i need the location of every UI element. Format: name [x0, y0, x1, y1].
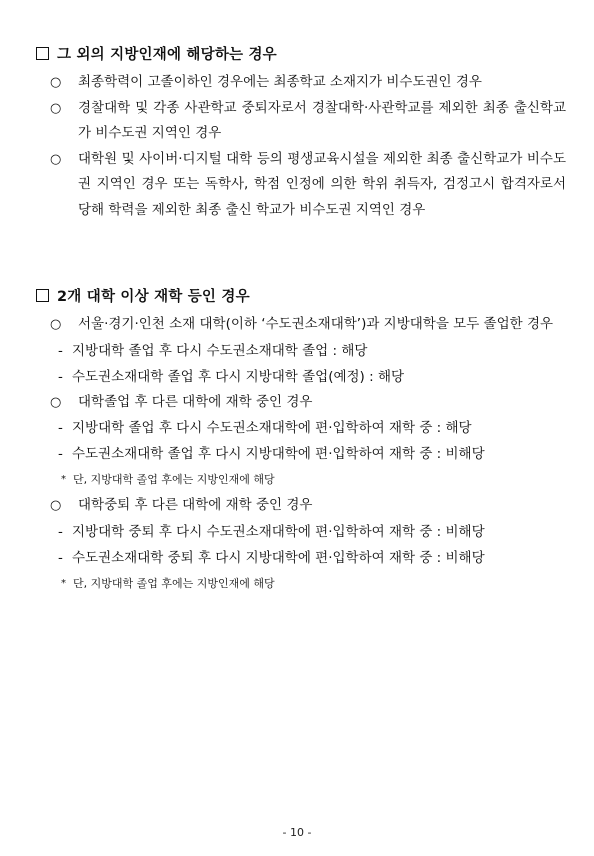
dash-bullet-icon: - — [58, 420, 63, 436]
dash-bullet-icon: - — [58, 368, 63, 385]
dash-bullet-icon: - — [58, 446, 63, 462]
sub-item — [58, 415, 566, 441]
asterisk-icon: * — [61, 577, 66, 589]
list-item — [50, 70, 566, 96]
section-title: 그 외의 지방인재에 해당하는 경우 — [57, 46, 277, 63]
case-item — [50, 493, 566, 519]
circle-bullet-icon: ○ — [50, 498, 62, 513]
circle-bullet-icon: ○ — [50, 100, 62, 116]
page-number: - 10 - — [282, 826, 312, 839]
case-text: 서울·경기·인천 소재 대학(이하 ‘수도권소재대학’)과 지방대학을 모두 졸업한 경우 — [78, 316, 554, 332]
sub-item-text: 지방대학 졸업 후 다시 수도권소재대학에 편·입학하여 재학 중 : 해당 — [72, 420, 472, 436]
section-other-local-talent — [36, 42, 566, 223]
list-item — [50, 147, 566, 224]
sub-item-text: 지방대학 중퇴 후 다시 수도권소재대학에 편·입학하여 재학 중 : 비해당 — [72, 523, 485, 540]
case-text: 대학중퇴 후 다른 대학에 재학 중인 경우 — [78, 497, 313, 513]
section-heading — [36, 42, 566, 64]
dash-bullet-icon: - — [58, 523, 63, 540]
sub-item — [58, 441, 566, 467]
asterisk-icon: * — [61, 474, 66, 485]
section-multiple-universities — [36, 284, 566, 597]
sub-item — [58, 364, 566, 390]
sub-item — [58, 338, 566, 364]
circle-bullet-icon: ○ — [50, 151, 62, 167]
dash-bullet-icon: - — [58, 549, 63, 566]
dash-bullet-icon: - — [58, 342, 63, 359]
footnote-text: 단, 지방대학 졸업 후에는 지방인재에 해당 — [73, 576, 275, 590]
list-item-text: 경찰대학 및 각종 사관학교 중퇴자로서 경찰대학·사관학교를 제외한 최종 출신학교가 비수도권 지역인 경우 — [78, 99, 566, 141]
checkbox-square-icon — [36, 289, 49, 302]
list-item-text: 대학원 및 사이버·디지털 대학 등의 평생교육시설을 제외한 최종 출신학교가 비수도권 지역인 경우 또는 독학사, 학점 인정에 의한 학위 취득자, 검정고시 합격자로서 당해 학력을 제외한 최종 출신 학교가 비수도권 지역인 경우 — [78, 150, 566, 218]
sub-item — [58, 545, 566, 571]
sub-item-text: 수도권소재대학 졸업 후 다시 지방대학 졸업(예정) : 해당 — [72, 368, 405, 385]
sub-item-text: 수도권소재대학 졸업 후 다시 지방대학에 편·입학하여 재학 중 : 비해당 — [72, 446, 485, 462]
section-heading — [36, 284, 566, 306]
list-item — [50, 96, 566, 147]
sub-item-text: 수도권소재대학 중퇴 후 다시 지방대학에 편·입학하여 재학 중 : 비해당 — [72, 549, 485, 566]
checkbox-square-icon — [36, 47, 49, 60]
footnote — [61, 467, 566, 493]
footnote — [61, 571, 566, 597]
sub-item — [58, 519, 566, 545]
case-item — [50, 312, 566, 338]
circle-bullet-icon: ○ — [50, 75, 62, 90]
case-item — [50, 390, 566, 416]
case-text: 대학졸업 후 다른 대학에 재학 중인 경우 — [78, 393, 313, 410]
section-title: 2개 대학 이상 재학 등인 경우 — [57, 288, 250, 305]
sub-item-text: 지방대학 졸업 후 다시 수도권소재대학 졸업 : 해당 — [72, 342, 368, 359]
list-item-text: 최종학력이 고졸이하인 경우에는 최종학교 소재지가 비수도권인 경우 — [78, 74, 482, 90]
footnote-text: 단, 지방대학 졸업 후에는 지방인재에 해당 — [73, 473, 275, 486]
circle-bullet-icon: ○ — [50, 317, 62, 332]
circle-bullet-icon: ○ — [50, 394, 62, 410]
